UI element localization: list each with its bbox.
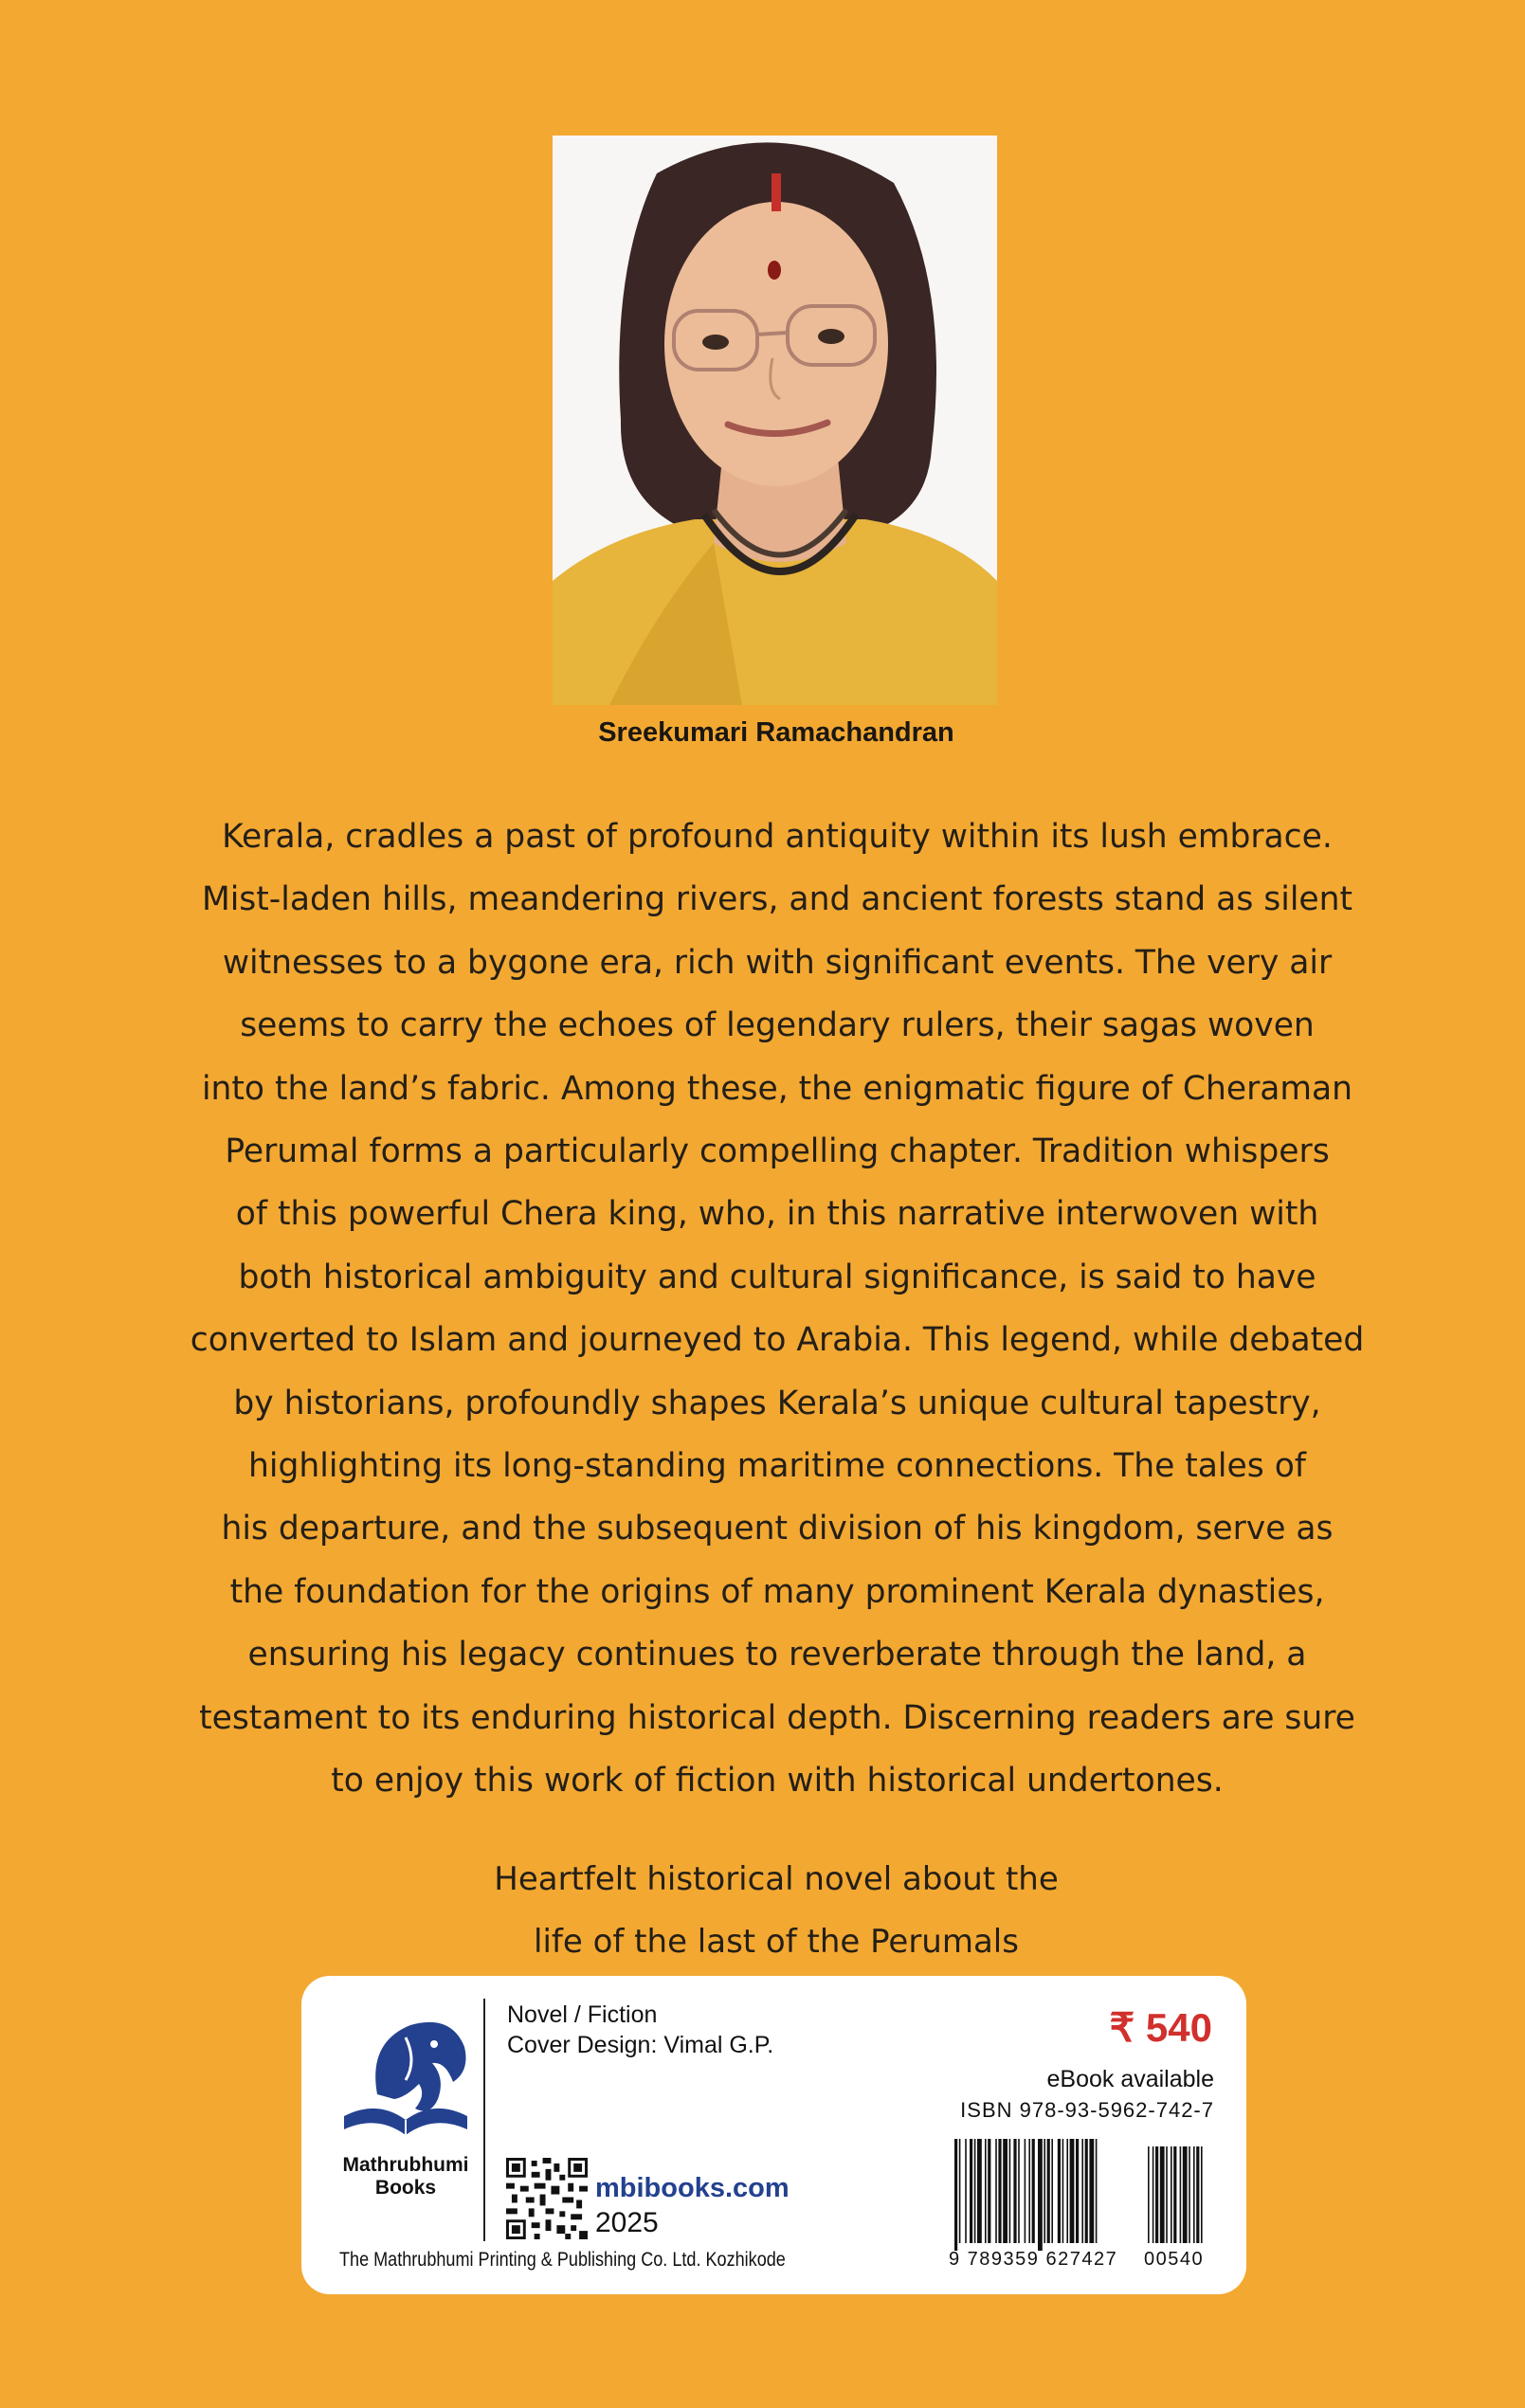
blurb-line: by historians, profoundly shapes Kerala’s unique cultural tapestry, [233,1384,1321,1422]
barcode-digits: 9 789359 627427 [949,2249,1118,2270]
blurb-line: witnesses to a bygone era, rich with significant events. The very air [222,943,1333,982]
book-info-panel [301,1976,1246,2294]
cover-design-credit: Cover Design: Vimal G.P. [507,2032,774,2058]
author-portrait-illustration [553,136,997,705]
blurb-line: of this powerful Chera king, who, in this narrative interwoven with [235,1195,1319,1234]
blurb-line: Perumal forms a particularly compelling chapter. Tradition whispers [225,1132,1330,1171]
ebook-availability: eBook available [1046,2066,1214,2092]
publisher-logo-text [320,2154,491,2200]
elephant-book-icon [339,2004,472,2146]
blurb-text [152,806,1403,1813]
tagline-line: life of the last of the Perumals [534,1923,1019,1961]
blurb-line: Kerala, cradles a past of profound antiquity within its lush embrace. [222,818,1333,856]
qr-code-icon [506,2158,588,2239]
logo-text-line: Mathrubhumi [342,2154,469,2176]
tagline [0,1848,1525,1973]
barcode-icon [949,2139,1214,2262]
blurb-line: his departure, and the subsequent division of his kingdom, serve as [221,1510,1334,1548]
blurb-line: ensuring his legacy continues to reverberate through the land, a [247,1636,1307,1675]
author-name: Sreekumari Ramachandran [598,717,954,748]
blurb-line: Mist-laden hills, meandering rivers, and ancient forests stand as silent [201,880,1353,919]
blurb-line: seems to carry the echoes of legendary rulers, their sagas woven [240,1006,1315,1045]
tagline-line: Heartfelt historical novel about the [494,1860,1059,1898]
blurb-line: the foundation for the origins of many prominent Kerala dynasties, [229,1572,1325,1611]
logo-text-line: Books [374,2177,437,2199]
publisher-line: The Mathrubhumi Printing & Publishing Co. Ltd. Kozhikode [339,2249,786,2271]
price-label: ₹ 540 [1109,2005,1212,2050]
blurb-line: converted to Islam and journeyed to Arabia. This legend, while debated [190,1321,1365,1360]
isbn-number: ISBN 978-93-5962-742-7 [960,2098,1214,2122]
blurb-line: to enjoy this work of fiction with historical undertones. [331,1762,1224,1801]
barcode-addon-digits: 00540 [1144,2249,1205,2270]
blurb-line: testament to its enduring historical depth. Discerning readers are sure [199,1698,1355,1737]
author-photo [553,136,997,705]
genre-label: Novel / Fiction [507,2001,658,2028]
blurb-line: highlighting its long-standing maritime connections. The tales of [248,1447,1306,1486]
publication-year: 2025 [595,2207,659,2238]
website-link[interactable]: mbibooks.com [595,2173,790,2203]
blurb-line: both historical ambiguity and cultural significance, is said to have [238,1258,1316,1296]
blurb-line: into the land’s fabric. Among these, the enigmatic figure of Cheraman [201,1069,1353,1108]
divider [483,1999,485,2241]
